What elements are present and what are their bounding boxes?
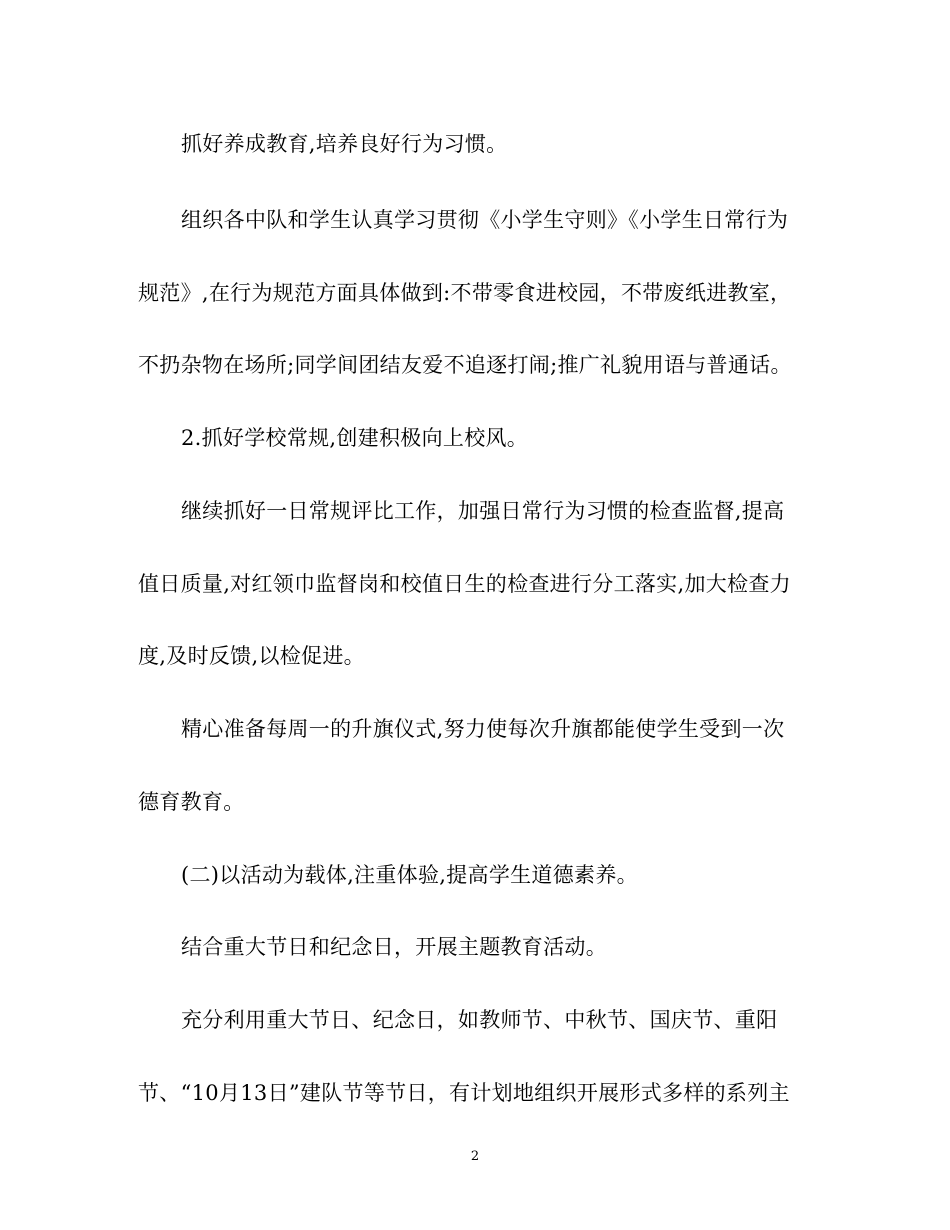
section-heading: 2.抓好学校常规,创建积极向上校风。: [181, 426, 529, 450]
paragraph-line: 继续抓好一日常规评比工作，加强日常行为习惯的检查监督,提高: [181, 499, 785, 523]
paragraph-line: 规范》,在行为规范方面具体做到:不带零食进校园，不带废纸进教室，: [138, 281, 792, 305]
paragraph-line: 组织各中队和学生认真学习贯彻《小学生守则》《小学生日常行为: [181, 208, 789, 232]
paragraph-line: 度,及时反馈,以检促进。: [138, 644, 365, 668]
paragraph-line: 节、“10月13日”建队节等节日，有计划地组织开展形式多样的系列主: [138, 1081, 790, 1105]
section-heading: (二)以活动为载体,注重体验,提高学生道德素养。: [181, 863, 638, 887]
page-number: 2: [470, 1149, 480, 1164]
paragraph-line: 充分利用重大节日、纪念日，如教师节、中秋节、国庆节、重阳: [181, 1008, 778, 1032]
paragraph-line: 抓好养成教育,培养良好行为习惯。: [181, 132, 508, 156]
paragraph-line: 精心准备每周一的升旗仪式,努力使每次升旗都能使学生受到一次: [181, 717, 785, 741]
paragraph-line: 德育教育。: [138, 790, 245, 814]
paragraph-line: 值日质量,对红领巾监督岗和校值日生的检查进行分工落实,加大检查力: [138, 572, 791, 596]
paragraph-line: 不扔杂物在场所;同学间团结友爱不追逐打闹;推广礼貌用语与普通话。: [138, 353, 792, 377]
paragraph-line: 结合重大节日和纪念日，开展主题教育活动。: [181, 935, 607, 959]
